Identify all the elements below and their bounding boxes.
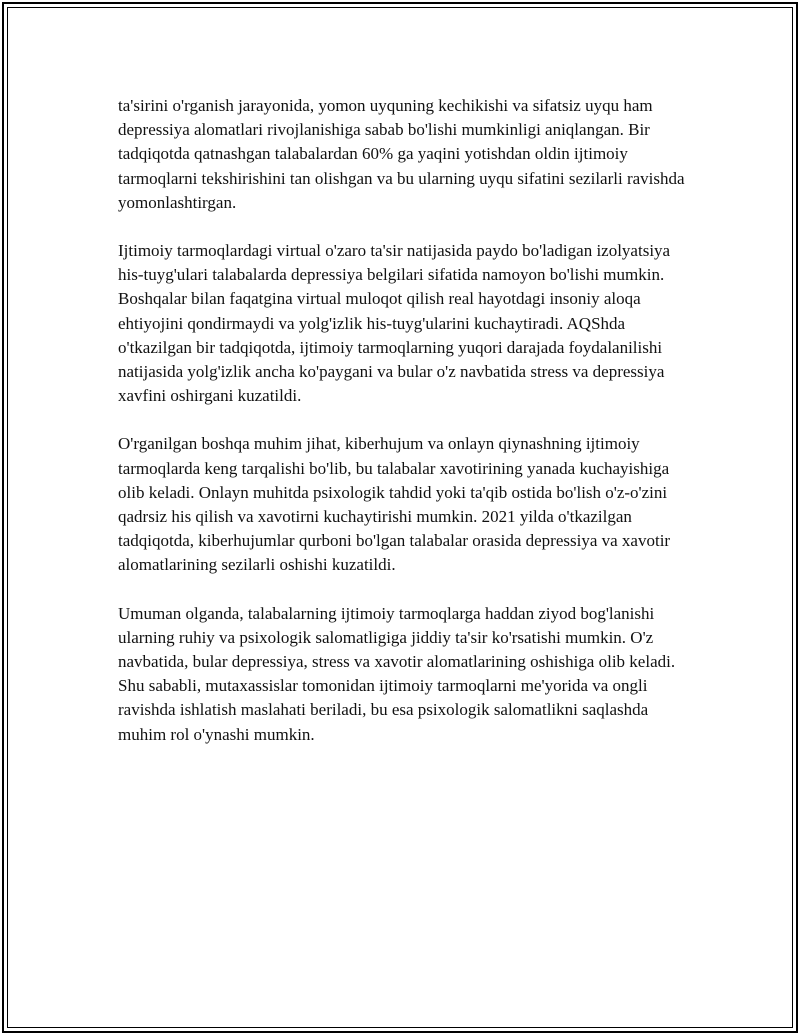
document-body: [118, 94, 690, 771]
paragraph-sleep-quality: ta'sirini o'rganish jarayonida, yomon uyquning kechikishi va sifatsiz uyqu ham depressiya alomatlari rivojlanishiga sabab bo'lishi mumkinligi aniqlangan. Bir tadqiqotda qatnashgan talabalardan 60% ga yaqini yotishdan oldin ijtimoiy tarmoqlarni tekshirishini tan olishgan va bu ularning uyqu sifatini sezilarli ravishda yomonlashtirgan.: [118, 96, 685, 212]
paragraph-conclusion: Umuman olganda, talabalarning ijtimoiy tarmoqlarga haddan ziyod bog'lanishi ularning ruhiy va psixologik salomatligiga jiddiy ta'sir ko'rsatishi mumkin. O'z navbatida, bular depressiya, stress va xavotir alomatlarining oshishiga olib keladi. Shu sababli, mutaxassislar tomonidan ijtimoiy tarmoqlarni me'yorida va ongli ravishda ishlatish maslahati beriladi, bu esa psixologik salomatlikni saqlashda muhim rol o'ynashi mumkin.: [118, 603, 676, 744]
paragraph-isolation: Ijtimoiy tarmoqlardagi virtual o'zaro ta'sir natijasida paydo bo'ladigan izolyatsiya his-tuyg'ulari talabalarda depressiya belgilari sifatida namoyon bo'lishi mumkin. Boshqalar bilan faqatgina virtual muloqot qilish real hayotdagi insoniy aloqa ehtiyojini qondirmaydi va yolg'izlik his-tuyg'ularini kuchaytiradi. AQShda o'tkazilgan bir tadqiqotda, ijtimoiy tarmoqlarning yuqori darajada foydalanilishi natijasida yolg'izlik ancha ko'paygani va bular o'z navbatida stress va depressiya xavfini oshirgani kuzatildi.: [118, 241, 671, 406]
paragraph-cyberbullying: O'rganilgan boshqa muhim jihat, kiberhujum va onlayn qiynashning ijtimoiy tarmoqlarda keng tarqalishi bo'lib, bu talabalar xavotirining yanada kuchayishiga olib keladi. Onlayn muhitda psixologik tahdid yoki ta'qib ostida bo'lish o'z-o'zini qadrsiz his qilish va xavotirni kuchaytirishi mumkin. 2021 yilda o'tkazilgan tadqiqotda, kiberhujumlar qurboni bo'lgan talabalar orasida depressiya va xavotir alomatlarining sezilarli oshishi kuzatildi.: [118, 434, 671, 575]
